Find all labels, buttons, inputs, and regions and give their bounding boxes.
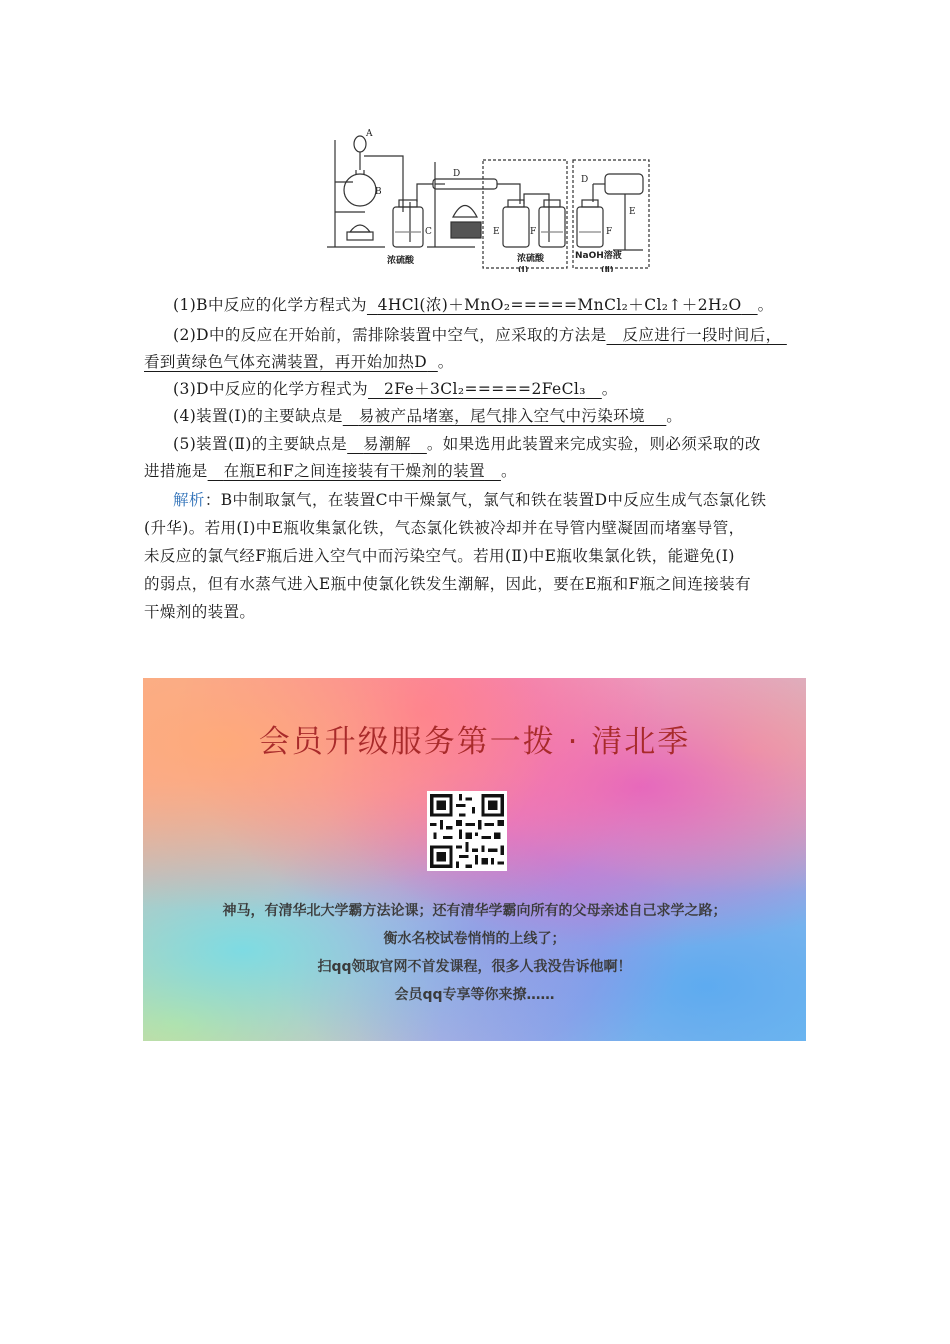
label-f-1: F [530, 227, 537, 237]
label-e-2: E [629, 207, 636, 217]
label-a: A [366, 129, 373, 139]
explanation-line-3: 未反应的氯气经F瓶后进入空气中而污染空气。若用(Ⅱ)中E瓶收集氯化铁，能避免(Ⅰ) [144, 547, 735, 565]
q1-prefix: (1)B中反应的化学方程式为 [173, 296, 367, 314]
question-3 [144, 374, 824, 404]
question-2-cont [144, 347, 824, 377]
q1-answer: 4HCl(浓)＋MnO₂=====MnCl₂＋Cl₂↑＋2H₂O [377, 296, 742, 314]
label-acid-c: 浓硫酸 [387, 256, 415, 266]
q2-answer-a: 反应进行一段时间后， [622, 326, 782, 344]
q5-middle: 。如果选用此装置来完成实验，则必须采取的改 [426, 435, 761, 453]
q5-answer-2: 在瓶E和F之间连接装有干燥剂的装置 [223, 462, 485, 480]
explanation-line-2: (升华)。若用(Ⅰ)中E瓶收集氯化铁，气态氯化铁被冷却并在导管内壁凝固而堵塞导管， [144, 519, 745, 537]
q2-answer-b: 看到黄绿色气体充满装置，再开始加热D [144, 353, 428, 371]
label-e-1: E [493, 227, 500, 237]
label-box-ii: (Ⅱ) [601, 265, 614, 272]
explanation-line-4: 的弱点，但有水蒸气进入E瓶中使氯化铁发生潮解，因此，要在E瓶和F瓶之间连接装有 [144, 575, 751, 593]
q4-suffix: 。 [666, 407, 683, 425]
q2-suffix: 。 [437, 353, 454, 371]
banner-line-4: 会员qq专享等你来撩…… [394, 987, 555, 1003]
label-f-2: F [606, 227, 613, 237]
q2-prefix: (2)D中的反应在开始前，需排除装置中空气，应采取的方法是 [173, 326, 607, 344]
explanation-line-5: 干燥剂的装置。 [144, 603, 256, 621]
question-5 [144, 429, 824, 459]
label-acid-i: 浓硫酸 [517, 254, 545, 264]
q5-prefix: (5)装置(Ⅱ)的主要缺点是 [173, 435, 348, 453]
promo-banner[interactable] [143, 678, 806, 1041]
label-b: B [375, 187, 382, 197]
q3-answer: 2Fe＋3Cl₂=====2FeCl₃ [383, 380, 586, 398]
q3-suffix: 。 [601, 380, 618, 398]
label-d-2: D [581, 175, 589, 185]
label-c: C [425, 227, 432, 237]
question-4 [144, 401, 824, 431]
question-5-cont [144, 456, 824, 486]
banner-title: 会员升级服务第一拨 · 清北季 [258, 724, 691, 760]
label-box-i: (Ⅰ) [518, 265, 529, 272]
q1-suffix: 。 [757, 296, 774, 314]
q5-line2-prefix: 进措施是 [144, 462, 208, 480]
q4-prefix: (4)装置(Ⅰ)的主要缺点是 [173, 407, 343, 425]
question-1 [144, 290, 824, 320]
apparatus-diagram [325, 122, 655, 272]
q5-answer: 易潮解 [363, 435, 411, 453]
banner-line-3: 扫qq领取官网不首发课程，很多人我没告诉他啊！ [317, 959, 632, 975]
explanation-line-1: 解析：B中制取氯气，在装置C中干燥氯气，氯气和铁在装置D中反应生成气态氯化铁 [144, 485, 824, 515]
banner-line-1: 神马，有清华北大学霸方法论课；还有清华学霸向所有的父母亲述自己求学之路； [222, 903, 727, 919]
question-2 [144, 320, 824, 350]
q5-suffix: 。 [500, 462, 517, 480]
q4-answer: 易被产品堵塞，尾气排入空气中污染环境 [358, 407, 645, 425]
explanation-label: 解析 [173, 491, 205, 509]
label-d: D [453, 169, 461, 179]
q3-prefix: (3)D中反应的化学方程式为 [173, 380, 368, 398]
label-naoh: NaOH溶液 [575, 251, 622, 261]
banner-line-2: 衡水名校试卷悄悄的上线了； [383, 931, 566, 947]
qr-code-icon[interactable] [427, 791, 507, 871]
